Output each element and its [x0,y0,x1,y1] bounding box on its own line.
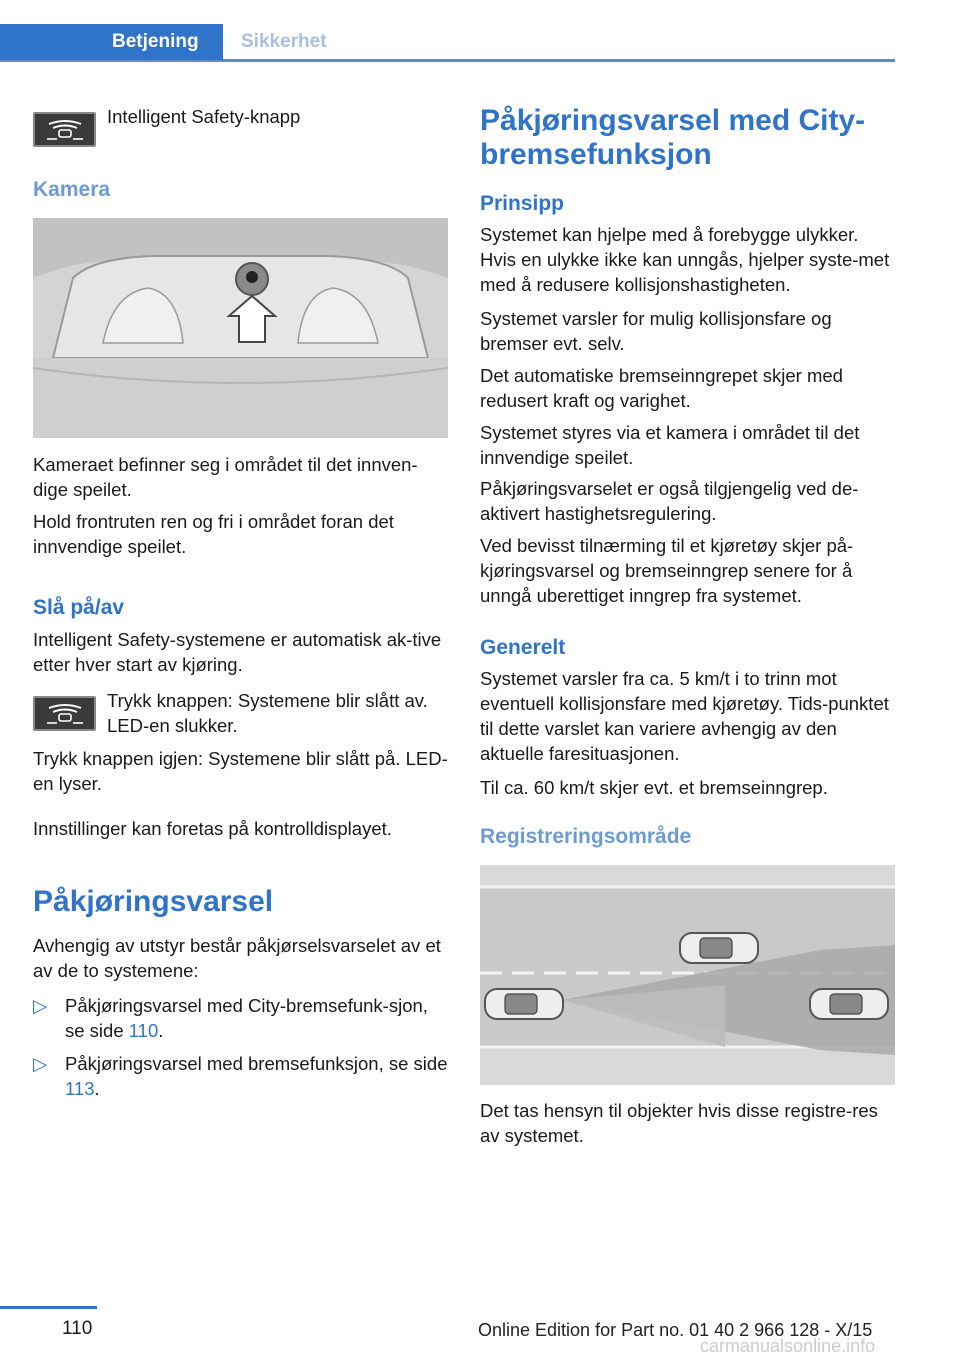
area-paragraph-1: Det tas hensyn til objekter hvis disse registre-res av systemet. [480,1100,878,1146]
general-heading: Generelt [480,636,566,659]
general-paragraph-2: Til ca. 60 km/t skjer evt. et bremseinngrep. [480,777,828,798]
warning-list [33,993,448,1101]
list-item: ▷ Påkjøringsvarsel med bremsefunksjon, se side 113. [33,1053,448,1099]
press-button-text: Trykk knappen: Systemene blir slått av. LED-en slukker. [107,690,428,736]
intelligent-safety-button-icon [33,112,96,147]
triangle-bullet-icon: ▷ [33,995,48,1016]
tab-sikkerhet[interactable]: Sikkerhet [241,31,327,52]
list-item: ▷ Påkjøringsvarsel med City-bremsefunk-sjon, se side 110. [33,995,428,1041]
area-heading: Registreringsområde [480,825,692,848]
tab-betjening[interactable]: Betjening [0,24,223,60]
footer-rule [0,1306,97,1309]
safety-button-caption: Intelligent Safety-knapp [107,106,301,127]
watermark: carmanualsonline.info [700,1336,876,1356]
principle-paragraph-2: Systemet varsler for mulig kollisjonsfare og bremser evt. selv. [480,308,832,354]
list-item-text: Påkjøringsvarsel med City-bremsefunk-sjon, se side [65,995,428,1041]
kamera-heading: Kamera [33,178,111,201]
kamera-paragraph-1: Kameraet befinner seg i området til det innven-dige speilet. [33,454,418,500]
press-button-row [33,688,448,740]
intelligent-safety-button-icon-2 [33,696,96,731]
header-tabbar [0,24,895,62]
onoff-paragraph-1: Intelligent Safety-systemene er automatisk ak-tive etter hver start av kjøring. [33,629,442,675]
page-link-113[interactable]: 113 [65,1078,95,1099]
onoff-heading: Slå på/av [33,596,125,619]
detection-range-illustration [480,865,895,1085]
safety-button-row [33,106,448,150]
page-number: 110 [62,1318,93,1339]
camera-illustration [33,218,448,438]
warning-heading: Påkjøringsvarsel [33,885,274,918]
general-paragraph-1: Systemet varsler fra ca. 5 km/t i to trinn mot eventuell kollisjonsfare med kjøretøy. Tids-punktet til dette varslet kan variere avhengig av den aktuelle faresituasjonen. [480,668,889,764]
settings-paragraph: Innstillinger kan foretas på kontrolldisplayet. [33,818,392,839]
principle-heading: Prinsipp [480,192,565,215]
principle-paragraph-4: Systemet styres via et kamera i området til det innvendige speilet. [480,422,860,468]
edition-text: Online Edition for Part no. 01 40 2 966 128 - X/15 [478,1320,873,1340]
principle-paragraph-3: Det automatiske bremseinngrepet skjer med redusert kraft og varighet. [480,365,843,411]
principle-paragraph-6: Ved bevisst tilnærming til et kjøretøy skjer på-kjøringsvarsel og bremseinngrep senere for å unngå uberettiget inngrep fra systemet. [480,535,854,606]
triangle-bullet-icon: ▷ [33,1053,48,1074]
warning-paragraph-1: Avhengig av utstyr består påkjørselsvarselet av et av de to systemene: [33,935,441,981]
list-item-text: Påkjøringsvarsel med bremsefunksjon, se side [65,1053,448,1074]
principle-paragraph-5: Påkjøringsvarselet er også tilgjengelig ved de-aktivert hastighetsregulering. [480,478,859,524]
page-link-110[interactable]: 110 [128,1020,159,1041]
kamera-paragraph-2: Hold frontruten ren og fri i området foran det innvendige speilet. [33,511,394,557]
principle-paragraph-1: Systemet kan hjelpe med å forebygge ulykker. Hvis en ulykke ikke kan unngås, hjelper syste-met med å redusere kollisjonshastigheten. [480,224,890,295]
press-again-paragraph: Trykk knappen igjen: Systemene blir slått på. LED-en lyser. [33,748,448,794]
city-brake-heading: Påkjøringsvarsel med City-bremsefunksjon [480,104,866,171]
